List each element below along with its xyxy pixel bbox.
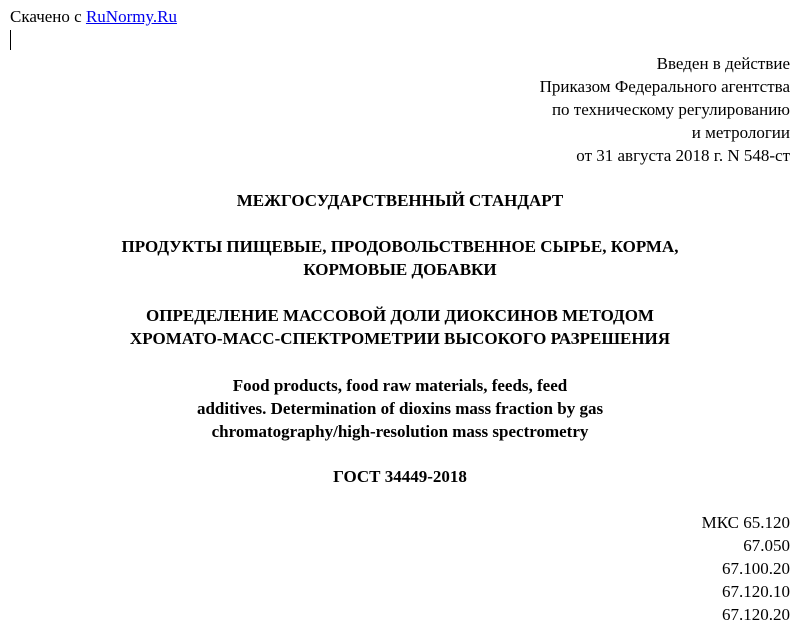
title-en-line: additives. Determination of dioxins mass fraction by gas bbox=[196, 399, 604, 418]
mks-code: 67.120.10 bbox=[722, 582, 790, 601]
title-ru-method-line: ОПРЕДЕЛЕНИЕ МАССОВОЙ ДОЛИ ДИОКСИНОВ МЕТОДОМ bbox=[146, 306, 654, 325]
text-cursor bbox=[10, 30, 11, 50]
mks-code: 67.120.20 bbox=[722, 605, 790, 624]
mks-codes bbox=[702, 511, 790, 626]
title-ru-products-line: ПРОДУКТЫ ПИЩЕВЫЕ, ПРОДОВОЛЬСТВЕННОЕ СЫРЬЕ, КОРМА, bbox=[121, 237, 679, 256]
source-prefix: Скачено с bbox=[10, 7, 86, 26]
adoption-line: Введен в действие bbox=[656, 54, 790, 73]
standard-type-text: МЕЖГОСУДАРСТВЕННЫЙ СТАНДАРТ bbox=[236, 191, 564, 210]
title-ru-method bbox=[0, 304, 800, 350]
title-ru-products-line: КОРМОВЫЕ ДОБАВКИ bbox=[303, 260, 497, 279]
title-en bbox=[0, 374, 800, 443]
title-en-line: Food products, food raw materials, feeds, feed bbox=[232, 376, 568, 395]
adoption-line: Приказом Федерального агентства bbox=[539, 77, 790, 96]
title-ru-products bbox=[0, 235, 800, 281]
mks-code: МКС 65.120 bbox=[701, 513, 790, 532]
adoption-line: по техническому регулированию bbox=[551, 100, 790, 119]
standard-number-text: ГОСТ 34449-2018 bbox=[333, 467, 467, 486]
standard-type bbox=[0, 189, 800, 212]
mks-code: 67.050 bbox=[743, 536, 790, 555]
source-link[interactable]: RuNormy.Ru bbox=[85, 7, 177, 26]
adoption-line: и метрологии bbox=[691, 123, 790, 142]
mks-code: 67.100.20 bbox=[722, 559, 790, 578]
adoption-notice bbox=[540, 52, 790, 167]
title-en-line: chromatography/high-resolution mass spectrometry bbox=[211, 422, 589, 441]
title-ru-method-line: ХРОМАТО-МАСС-СПЕКТРОМЕТРИИ ВЫСОКОГО РАЗРЕШЕНИЯ bbox=[129, 329, 671, 348]
adoption-line: от 31 августа 2018 г. N 548-ст bbox=[576, 146, 790, 165]
standard-number bbox=[0, 465, 800, 488]
source-line bbox=[10, 5, 177, 28]
